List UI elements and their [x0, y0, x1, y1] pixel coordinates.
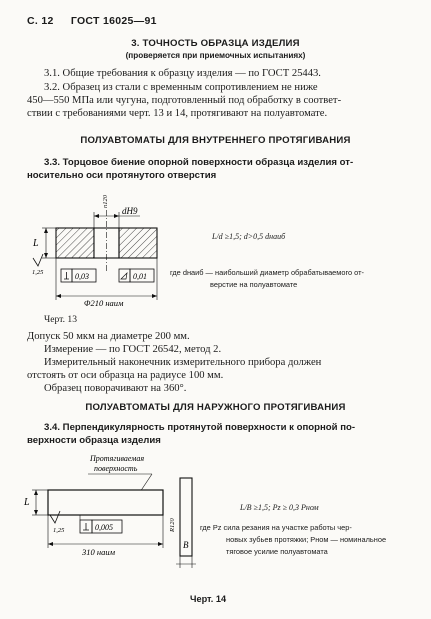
note-14-line3: тяговое усилие полуавтомата — [226, 547, 328, 556]
paragraph-3-4-line2: верхности образца изделия — [27, 435, 161, 446]
roughness: 1,25 — [32, 269, 44, 276]
dim-len: 310 наим — [82, 547, 116, 557]
dim-top: п120 — [102, 195, 109, 208]
formula-14: L/B ≥1,5; Pz ≥ 0,3 Pном — [240, 503, 319, 512]
part-left-section — [56, 228, 94, 258]
surface-label-2: поверхность — [94, 464, 138, 473]
standard-id: ГОСТ 16025—91 — [70, 15, 157, 27]
note-14-line2: новых зубьев протяжки; Pном — номинальное — [226, 535, 387, 544]
part-right-section — [119, 228, 157, 258]
formula-13: L/d ≥1,5; d>0,5 dнаиб — [212, 232, 286, 241]
note-14-line1: где Pz сила резания на участке работы чер- — [200, 523, 352, 532]
paragraph-3-1: 3.1. Общие требования к образцу изделия — по ГОСТ 25443. — [44, 68, 321, 79]
dim-B: B — [183, 540, 189, 550]
heading-internal: ПОЛУАВТОМАТЫ ДЛЯ ВНУТРЕННЕГО ПРОТЯГИВАНИЯ — [80, 135, 351, 146]
dim-side: R120 — [169, 518, 176, 532]
tip-text-line2: отстоять от оси образца на радиусе 100 мм. — [27, 370, 224, 381]
tol-14: 0,005 — [95, 523, 113, 532]
note-13-line1: где dнаиб — наибольший диаметр обрабатываемого от- — [170, 268, 364, 277]
paragraph-3-4-line1: 3.4. Перпендикулярность протянутой поверхности к опорной по- — [44, 422, 356, 433]
paragraph-3-3-line2: носительно оси протянутого отверстия — [27, 170, 217, 181]
dim-L: L — [33, 238, 39, 249]
tolerance-text: Допуск 50 мкм на диаметре 200 мм. — [27, 331, 190, 342]
section-title: 3. ТОЧНОСТЬ ОБРАЗЦА ИЗДЕЛИЯ — [131, 38, 300, 49]
heading-external: ПОЛУАВТОМАТЫ ДЛЯ НАРУЖНОГО ПРОТЯГИВАНИЯ — [85, 402, 346, 413]
rotate-text: Образец поворачивают на 360°. — [44, 383, 187, 394]
part-body — [48, 490, 163, 515]
figure-13 — [28, 188, 178, 316]
figure-14 — [20, 450, 215, 590]
dim-bore: dH9 — [122, 206, 138, 216]
roughness-14: 1,25 — [53, 527, 65, 534]
page-number: С. 12 — [27, 15, 54, 27]
caption-13: Черт. 13 — [44, 314, 78, 325]
section-subtitle: (проверяется при приемочных испытаниях) — [125, 51, 306, 60]
tol-left: 0,03 — [75, 272, 89, 281]
tol-right: 0,01 — [133, 272, 147, 281]
dim-L-14: L — [24, 497, 30, 508]
dim-diam: Φ210 наим — [84, 298, 124, 308]
page-header — [27, 15, 157, 27]
paragraph-3-2-line2: 450—550 МПа или чугуна, подготовленный под обработку в соответ- — [27, 95, 342, 106]
measure-text: Измерение — по ГОСТ 26542, метод 2. — [44, 344, 222, 355]
note-13-line2: верстие на полуавтомате — [210, 280, 298, 289]
paragraph-3-3-line1: 3.3. Торцовое биение опорной поверхности образца изделия от- — [44, 157, 354, 168]
surface-label-1: Протягиваемая — [90, 454, 145, 463]
caption-14: Черт. 14 — [190, 594, 227, 604]
tip-text-line1: Измерительный наконечник измерительного прибора должен — [44, 357, 322, 368]
paragraph-3-2-line1: 3.2. Образец из стали с временным сопротивлением не ниже — [44, 82, 318, 93]
paragraph-3-2-line3: ствии с требованиями черт. 13 и 14, протягивают на полуавтомате. — [27, 108, 328, 119]
